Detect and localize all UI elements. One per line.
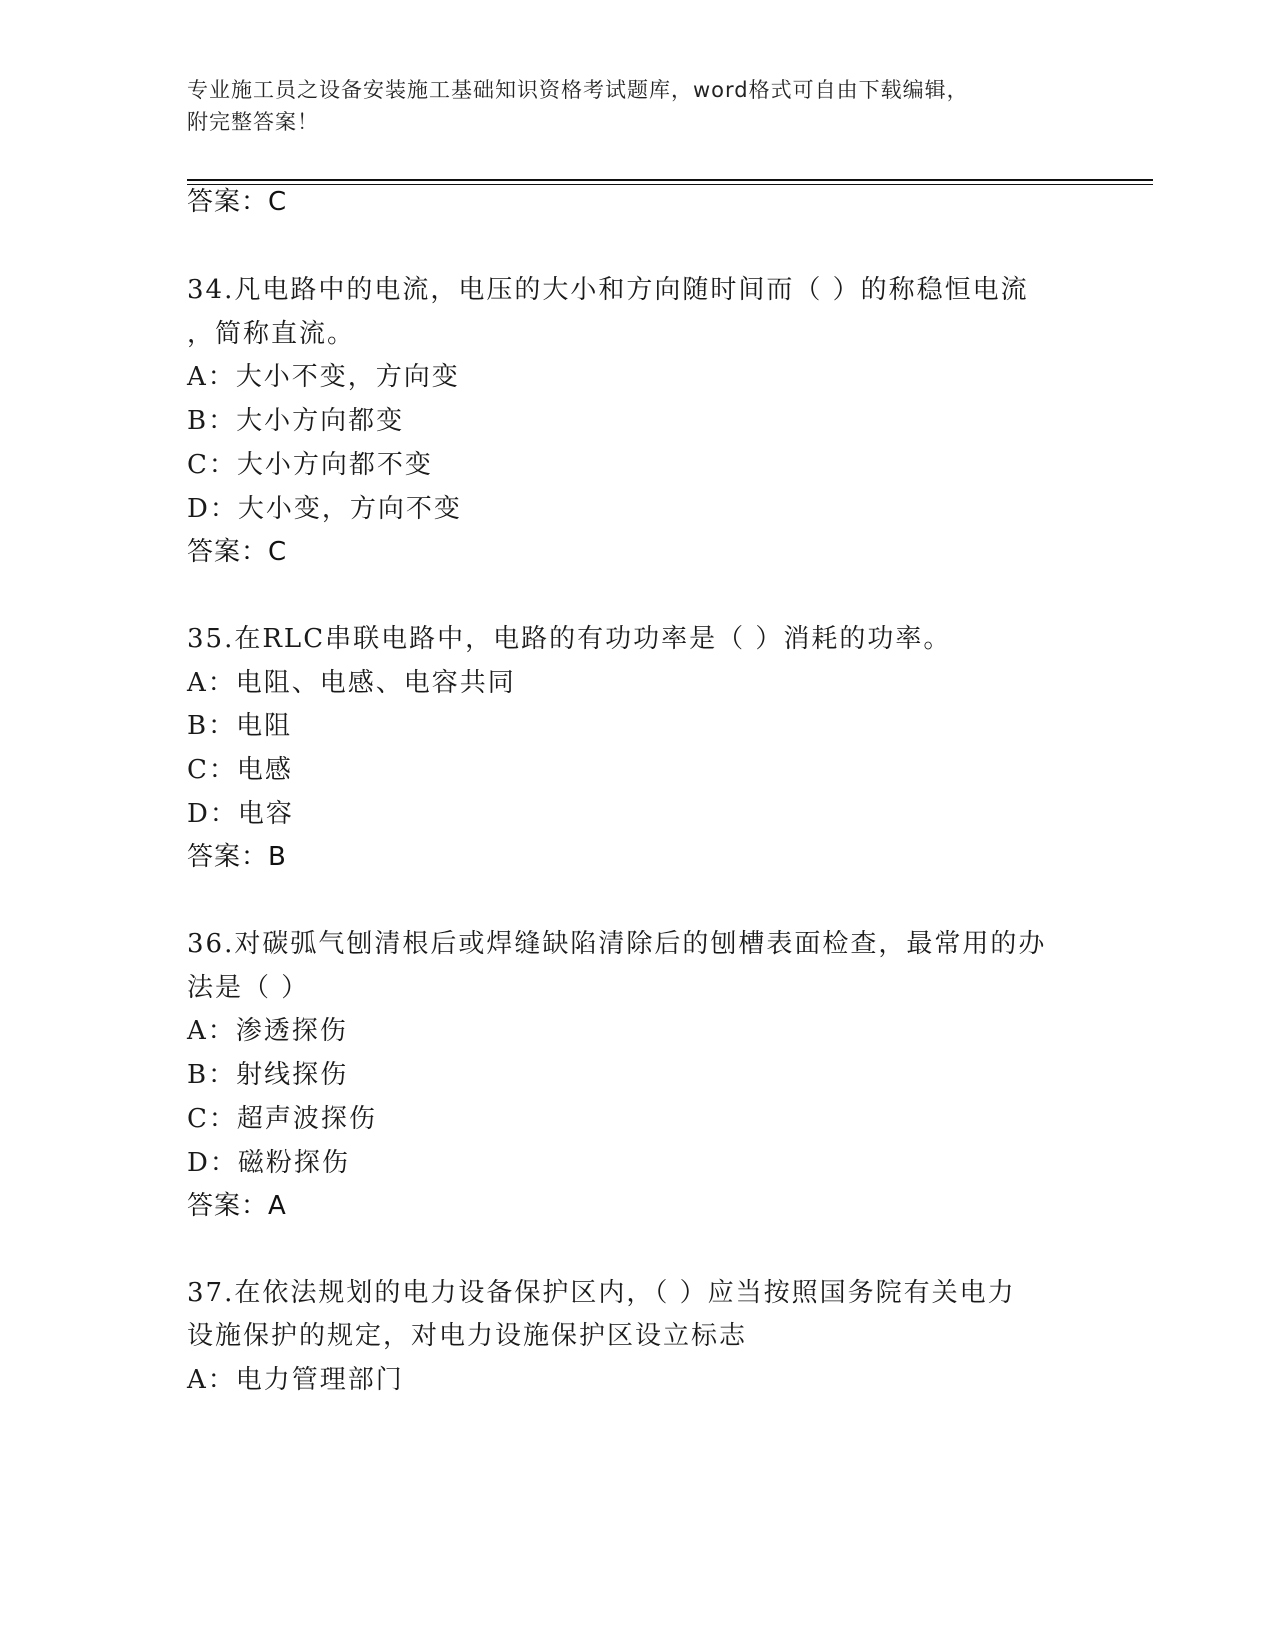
header-line-1: 专业施工员之设备安装施工基础知识资格考试题库，word格式可自由下载编辑， (187, 78, 969, 102)
question-35-stem-line-1: 35.在RLC串联电路中，电路的有功功率是（ ）消耗的功率。 (187, 624, 952, 654)
document-header (187, 74, 1067, 138)
question-34-stem-line-1: 34.凡电路中的电流，电压的大小和方向随时间而（ ）的称稳恒电流 (187, 275, 1029, 305)
question-36-stem-line-1: 36.对碳弧气刨清根后或焊缝缺陷清除后的刨槽表面检查，最常用的办 (187, 929, 1047, 959)
question-35-answer: 答案：B (187, 842, 287, 872)
question-34-option-d: D：大小变，方向不变 (187, 494, 462, 524)
question-36-stem-line-2: 法是（ ） (187, 973, 310, 1003)
question-37-stem-line-2: 设施保护的规定，对电力设施保护区设立标志 (187, 1321, 748, 1351)
question-34-option-b: B：大小方向都变 (187, 406, 405, 436)
question-36-option-c: C：超声波探伤 (187, 1104, 377, 1134)
question-34-stem-line-2: ，简称直流。 (187, 319, 356, 349)
question-37-option-a: A：电力管理部门 (187, 1365, 404, 1395)
question-35-option-d: D：电容 (187, 799, 294, 829)
question-36-option-b: B：射线探伤 (187, 1060, 349, 1090)
question-35-option-b: B：电阻 (187, 711, 293, 741)
header-divider-thick (187, 179, 1153, 181)
question-37-stem-line-1: 37.在依法规划的电力设备保护区内，（ ）应当按照国务院有关电力 (187, 1278, 1016, 1308)
header-divider-thin (187, 184, 1153, 185)
header-line-2: 附完整答案！ (187, 110, 319, 134)
question-35-option-c: C：电感 (187, 755, 293, 785)
question-36-option-a: A：渗透探伤 (187, 1016, 348, 1046)
question-36-option-d: D：磁粉探伤 (187, 1148, 350, 1178)
question-35-option-a: A：电阻、电感、电容共同 (187, 668, 516, 698)
question-36-answer: 答案：A (187, 1191, 287, 1221)
question-34-option-c: C：大小方向都不变 (187, 450, 433, 480)
question-34-option-a: A：大小不变，方向变 (187, 362, 460, 392)
question-34-answer: 答案：C (187, 537, 288, 567)
answer-prev: 答案：C (187, 187, 288, 217)
